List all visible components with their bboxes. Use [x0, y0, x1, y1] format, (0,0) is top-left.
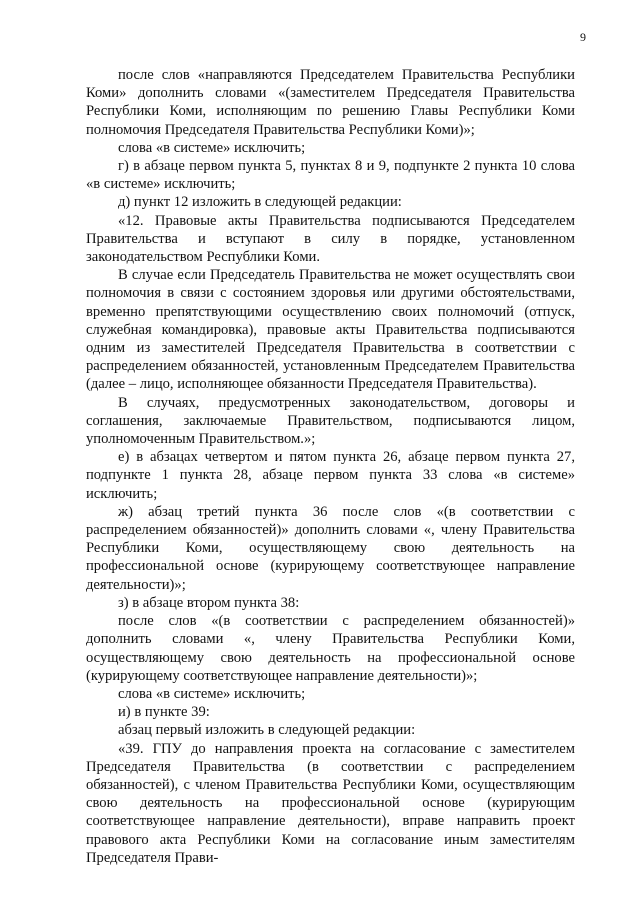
- paragraph: слова «в системе» исключить;: [118, 685, 306, 702]
- paragraph: «39. ГПУ до направления проекта на согласование с заместителем Председателя Правительства (в соответствии с распределением обязанностей), с членом Правительства Республики Коми, осуществляющим свою деятельность на профессиональной основе (курирующим соответствующее направление деятельности), вправе направить проект правового акта Республики Коми на согласование иным заместителям Председателя Прави-: [86, 740, 575, 866]
- paragraph: слова «в системе» исключить;: [118, 139, 306, 156]
- paragraph: з) в абзаце втором пункта 38:: [118, 594, 300, 611]
- page-number: 9: [580, 30, 586, 44]
- paragraph: после слов «(в соответствии с распределением обязанностей)» дополнить словами «, члену Правительства Республики Коми, осуществляющему свою деятельность на профессиональной основе (курирующему соответствующее направление деятельности)»;: [86, 613, 575, 684]
- paragraph: е) в абзацах четвертом и пятом пункта 26, абзаце первом пункта 27, подпункте 1 пункта 28, абзаце первом пункта 33 слова «в системе» исключить;: [86, 449, 575, 502]
- paragraph: ж) абзац третий пункта 36 после слов «(в соответствии с распределением обязанностей)» дополнить словами «, члену Правительства Республики Коми, осуществляющему свою деятельность на профессиональной основе (курирующему соответствующее направление деятельности)»;: [86, 503, 575, 593]
- document-body: [86, 66, 575, 867]
- paragraph: абзац первый изложить в следующей редакции:: [118, 722, 416, 739]
- paragraph: «12. Правовые акты Правительства подписываются Председателем Правительства и вступают в силу в порядке, установленном законодательством Республики Коми.: [86, 212, 575, 266]
- paragraph: после слов «направляются Председателем Правительства Республики Коми» дополнить словами «(заместителем Председателя Правительства Республики Коми, исполняющим по решению Главы Республики Коми полномочия Председателя Правительства Республики Коми)»;: [86, 67, 575, 138]
- paragraph: г) в абзаце первом пункта 5, пунктах 8 и 9, подпункте 2 пункта 10 слова «в системе» исключить;: [86, 158, 575, 193]
- paragraph: д) пункт 12 изложить в следующей редакции:: [118, 194, 402, 211]
- paragraph: и) в пункте 39:: [118, 704, 210, 721]
- paragraph: В случаях, предусмотренных законодательством, договоры и соглашения, заключаемые Правительством, подписываются лицом, уполномоченным Правительством.»;: [86, 394, 575, 448]
- paragraph: В случае если Председатель Правительства не может осуществлять свои полномочия в связи с состоянием здоровья или другими обстоятельствами, временно препятствующими осуществлению своих полномочий (отпуск, служебная командировка), правовые акты Правительства подписываются одним из заместителей Председателя Правительства в соответствии с распределением обязанностей, установленным Председателем Правительства (далее – лицо, исполняющее обязанности Председателя Правительства).: [86, 267, 575, 393]
